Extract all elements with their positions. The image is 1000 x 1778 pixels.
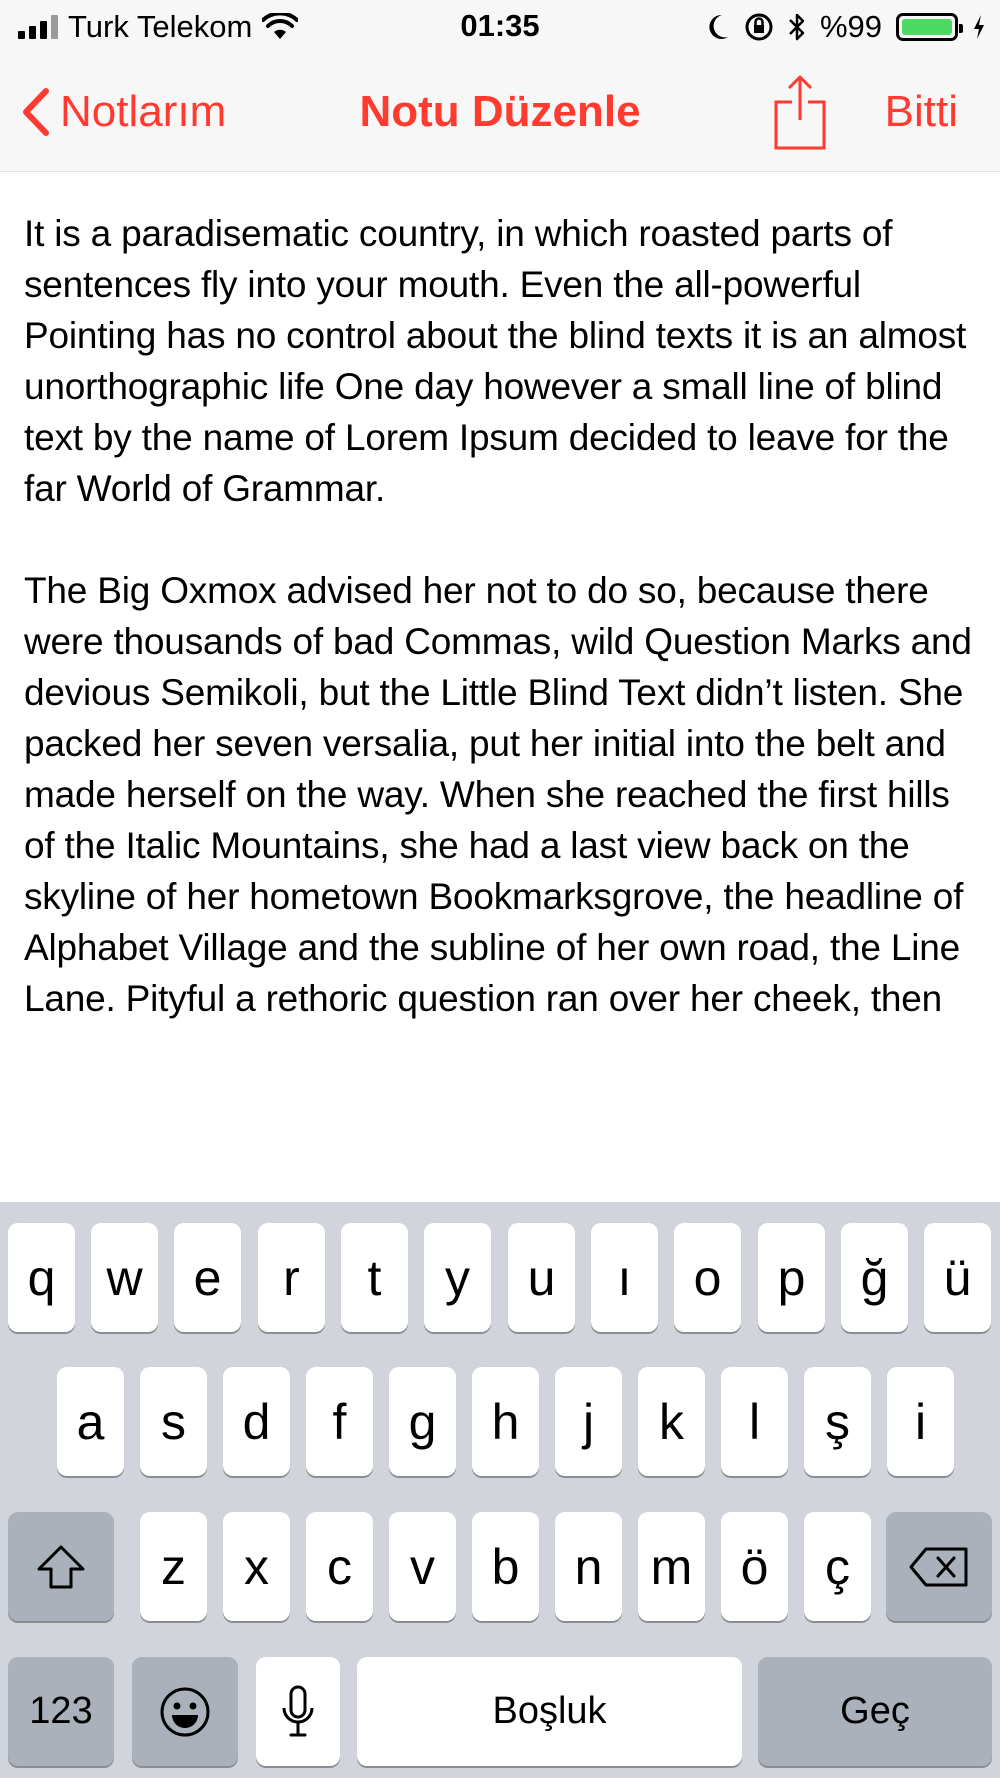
key-u[interactable]: u <box>508 1223 575 1332</box>
key-g[interactable]: g <box>389 1367 456 1476</box>
key-e[interactable]: e <box>174 1223 241 1332</box>
key-dotless-i[interactable]: ı <box>591 1223 658 1332</box>
key-q[interactable]: q <box>8 1223 75 1332</box>
status-time: 01:35 <box>460 8 540 43</box>
battery-icon <box>896 13 958 41</box>
key-p[interactable]: p <box>758 1223 825 1332</box>
emoji-icon <box>159 1686 211 1738</box>
share-icon[interactable] <box>772 72 828 152</box>
shift-icon <box>35 1543 87 1591</box>
key-c-cedilla[interactable]: ç <box>804 1512 871 1621</box>
battery-percent: %99 <box>819 9 882 44</box>
return-key[interactable] <box>758 1657 992 1766</box>
dictation-key[interactable] <box>256 1657 340 1766</box>
space-key[interactable] <box>357 1657 742 1766</box>
key-g-breve[interactable]: ğ <box>841 1223 908 1332</box>
key-v[interactable]: v <box>389 1512 456 1621</box>
bluetooth-icon <box>788 12 806 42</box>
key-d[interactable]: d <box>223 1367 290 1476</box>
key-s-cedilla[interactable]: ş <box>804 1367 871 1476</box>
note-paragraph: The Big Oxmox advised her not to do so, because there were thousands of bad Commas, wild Question Marks and devious Semikoli, but the Little Blind Text didn’t listen. She packed her seven versalia, put her initial into the belt and made herself on the way. When she reached the first hills of the Italic Mountains, she had a last view back on the skyline of her hometown Bookmarksgrove, the headline of Alphabet Village and the subline of her own road, the Line Lane. Pityful a rethoric question ran over her cheek, then <box>24 570 972 1019</box>
key-a[interactable]: a <box>57 1367 124 1476</box>
key-u-umlaut[interactable]: ü <box>924 1223 991 1332</box>
key-m[interactable]: m <box>638 1512 705 1621</box>
note-paragraph: It is a paradisematic country, in which roasted parts of sentences fly into your mouth. Even the all-powerful Pointing has no control about the blind texts it is an almost unorthographic life One day however a small line of blind text by the name of Lorem Ipsum decided to leave for the far World of Grammar. <box>24 213 967 509</box>
key-z[interactable]: z <box>140 1512 207 1621</box>
status-bar <box>0 0 1000 54</box>
key-k[interactable]: k <box>638 1367 705 1476</box>
done-button[interactable]: Bitti <box>884 87 958 136</box>
key-s[interactable]: s <box>140 1367 207 1476</box>
keyboard <box>0 1202 1000 1778</box>
backspace-icon <box>908 1546 970 1588</box>
space-key-label: Boşluk <box>492 1690 607 1732</box>
microphone-icon <box>281 1684 315 1740</box>
return-key-label: Geç <box>840 1690 910 1732</box>
key-l[interactable]: l <box>721 1367 788 1476</box>
navigation-bar <box>0 54 1000 172</box>
key-n[interactable]: n <box>555 1512 622 1621</box>
back-button-label: Notlarım <box>60 87 227 136</box>
key-f[interactable]: f <box>306 1367 373 1476</box>
key-c[interactable]: c <box>306 1512 373 1621</box>
key-o[interactable]: o <box>674 1223 741 1332</box>
numbers-key-label: 123 <box>29 1690 93 1732</box>
note-text-area[interactable] <box>24 208 984 1178</box>
shift-key[interactable] <box>8 1512 114 1621</box>
moon-icon <box>706 13 730 41</box>
status-right <box>706 8 986 46</box>
key-x[interactable]: x <box>223 1512 290 1621</box>
emoji-key[interactable] <box>132 1657 238 1766</box>
charging-icon <box>972 14 986 40</box>
carrier-name: Turk Telekom <box>68 9 253 44</box>
orientation-lock-icon <box>744 12 774 42</box>
key-i[interactable]: i <box>887 1367 954 1476</box>
key-o-umlaut[interactable]: ö <box>721 1512 788 1621</box>
page-title: Notu Düzenle <box>359 87 641 136</box>
key-j[interactable]: j <box>555 1367 622 1476</box>
key-b[interactable]: b <box>472 1512 539 1621</box>
key-r[interactable]: r <box>258 1223 325 1332</box>
key-y[interactable]: y <box>424 1223 491 1332</box>
backspace-key[interactable] <box>886 1512 992 1621</box>
key-t[interactable]: t <box>341 1223 408 1332</box>
key-h[interactable]: h <box>472 1367 539 1476</box>
numbers-key[interactable] <box>8 1657 114 1766</box>
key-w[interactable]: w <box>91 1223 158 1332</box>
